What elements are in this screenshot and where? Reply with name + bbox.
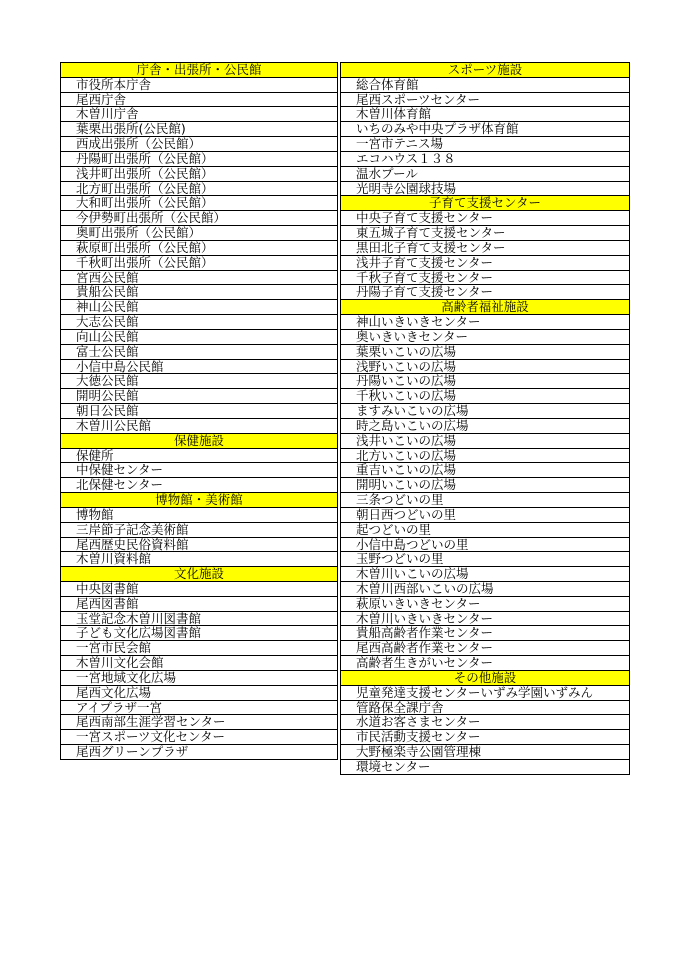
facility-item: 葉栗出張所(公民館) — [61, 122, 337, 137]
facility-item: アイプラザ一宮 — [61, 701, 337, 716]
facility-item: 向山公民館 — [61, 330, 337, 345]
facility-item: 重吉いこいの広場 — [341, 463, 629, 478]
facility-item: 一宮スポーツ文化センター — [61, 730, 337, 745]
facility-item: 丹陽町出張所（公民館） — [61, 152, 337, 167]
facility-item: 開明いこいの広場 — [341, 478, 629, 493]
facility-item: 尾西庁舎 — [61, 93, 337, 108]
facility-item: 尾西高齢者作業センター — [341, 641, 629, 656]
facility-item: 神山いきいきセンター — [341, 315, 629, 330]
facility-item: 木曽川いこいの広場 — [341, 567, 629, 582]
facility-item: 宮西公民館 — [61, 271, 337, 286]
category-header: 保健施設 — [61, 434, 337, 449]
facility-item: 千秋いこいの広場 — [341, 389, 629, 404]
facility-item: 黒田北子育て支援センター — [341, 241, 629, 256]
category-header: 博物館・美術館 — [61, 493, 337, 508]
facility-item: 時之島いこいの広場 — [341, 419, 629, 434]
facility-item: 一宮市テニス場 — [341, 137, 629, 152]
facility-item: 博物館 — [61, 508, 337, 523]
facility-item: 中央図書館 — [61, 582, 337, 597]
facility-item: 朝日公民館 — [61, 404, 337, 419]
facility-item: 玉堂記念木曽川図書館 — [61, 612, 337, 627]
facility-item: 木曽川庁舎 — [61, 107, 337, 122]
facility-item: 浅井町出張所（公民館） — [61, 167, 337, 182]
facility-item: 木曽川いきいきセンター — [341, 612, 629, 627]
facility-item: 開明公民館 — [61, 389, 337, 404]
facility-item: 保健所 — [61, 449, 337, 464]
facility-item: 木曽川西部いこいの広場 — [341, 582, 629, 597]
facility-item: 丹陽いこいの広場 — [341, 374, 629, 389]
facility-item: 木曽川公民館 — [61, 419, 337, 434]
facility-item: 千秋町出張所（公民館） — [61, 256, 337, 271]
facility-item: 光明寺公園球技場 — [341, 182, 629, 197]
facility-item: 水道お客さまセンター — [341, 715, 629, 730]
facility-item: 小信中島つどいの里 — [341, 538, 629, 553]
facility-item: 総合体育館 — [341, 78, 629, 93]
facility-item: 管路保全課庁舎 — [341, 701, 629, 716]
facility-item: 千秋子育て支援センター — [341, 271, 629, 286]
facility-item: 大野極楽寺公園管理棟 — [341, 745, 629, 760]
facility-item: 大徳公民館 — [61, 374, 337, 389]
facility-item: 丹陽子育て支援センター — [341, 285, 629, 300]
facility-item: 東五城子育て支援センター — [341, 226, 629, 241]
facility-item: 尾西スポーツセンター — [341, 93, 629, 108]
facility-item: 尾西図書館 — [61, 597, 337, 612]
facility-item: 一宮市民会館 — [61, 641, 337, 656]
facility-item: 今伊勢町出張所（公民館） — [61, 211, 337, 226]
facility-item: 貴船高齢者作業センター — [341, 626, 629, 641]
facility-item: 北保健センター — [61, 478, 337, 493]
facility-item: 温水プール — [341, 167, 629, 182]
facility-item: 萩原町出張所（公民館） — [61, 241, 337, 256]
facility-item: 萩原いきいきセンター — [341, 597, 629, 612]
facility-item: 児童発達支援センターいずみ学園いずみん — [341, 686, 629, 701]
facility-item: 木曽川体育館 — [341, 107, 629, 122]
category-header: スポーツ施設 — [341, 63, 629, 78]
facility-item: エコハウス１３８ — [341, 152, 629, 167]
facility-item: 貴船公民館 — [61, 285, 337, 300]
facility-item: 浅井子育て支援センター — [341, 256, 629, 271]
facility-item: 北方いこいの広場 — [341, 449, 629, 464]
facility-item: 高齢者生きがいセンター — [341, 656, 629, 671]
facility-item: 大志公民館 — [61, 315, 337, 330]
category-header: その他施設 — [341, 671, 629, 686]
facility-item: 尾西文化広場 — [61, 686, 337, 701]
facility-item: 奥町出張所（公民館） — [61, 226, 337, 241]
facility-item: 玉野つどいの里 — [341, 552, 629, 567]
facility-item: 木曽川資料館 — [61, 552, 337, 567]
facility-item: 中央子育て支援センター — [341, 211, 629, 226]
facility-item: 子ども文化広場図書館 — [61, 626, 337, 641]
facility-item: 中保健センター — [61, 463, 337, 478]
category-header: 子育て支援センター — [341, 196, 629, 211]
facility-item: 葉栗いこいの広場 — [341, 345, 629, 360]
category-header: 庁舎・出張所・公民館 — [61, 63, 337, 78]
facility-item: 朝日西つどいの里 — [341, 508, 629, 523]
facility-item: 市役所本庁舎 — [61, 78, 337, 93]
facility-item: 神山公民館 — [61, 300, 337, 315]
category-header: 文化施設 — [61, 567, 337, 582]
facility-item: 奥いきいきセンター — [341, 330, 629, 345]
facility-item: 市民活動支援センター — [341, 730, 629, 745]
facility-list-left — [60, 62, 338, 760]
facility-item: 小信中島公民館 — [61, 360, 337, 375]
facility-item: 富士公民館 — [61, 345, 337, 360]
facility-item: 起つどいの里 — [341, 523, 629, 538]
facility-item: ますみいこいの広場 — [341, 404, 629, 419]
facility-item: 尾西南部生涯学習センター — [61, 715, 337, 730]
facility-item: 三条つどいの里 — [341, 493, 629, 508]
facility-item: 西成出張所（公民館） — [61, 137, 337, 152]
facility-item: 浅井いこいの広場 — [341, 434, 629, 449]
category-header: 高齢者福祉施設 — [341, 300, 629, 315]
facility-item: 一宮地域文化広場 — [61, 671, 337, 686]
facility-list-right — [340, 62, 630, 775]
facility-item: 環境センター — [341, 760, 629, 775]
facility-item: 北方町出張所（公民館） — [61, 182, 337, 197]
facility-item: 浅野いこいの広場 — [341, 360, 629, 375]
facility-item: いちのみや中央プラザ体育館 — [341, 122, 629, 137]
facility-item: 木曽川文化会館 — [61, 656, 337, 671]
facility-item: 尾西グリーンプラザ — [61, 745, 337, 760]
facility-item: 三岸節子記念美術館 — [61, 523, 337, 538]
facility-item: 尾西歴史民俗資料館 — [61, 538, 337, 553]
facility-item: 大和町出張所（公民館） — [61, 196, 337, 211]
